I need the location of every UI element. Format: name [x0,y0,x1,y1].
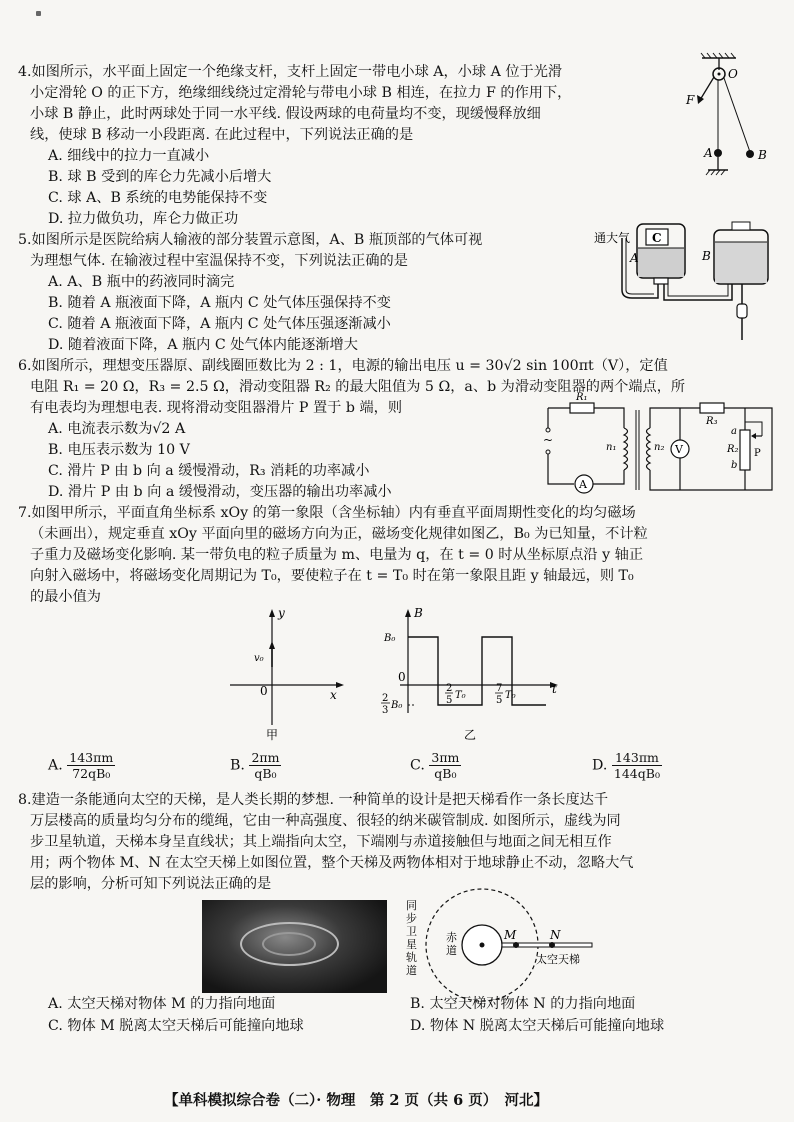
q4-label-f: F [686,93,695,107]
q7-yi-t1-tail: T₀ [455,690,466,701]
q7-option-d-den: 144qB₀ [613,766,660,781]
scan-mark [36,11,41,16]
q4-option-b: B. 球 B 受到的库仑力先减小后增大 [48,169,272,185]
q4-option-a: A. 细线中的拉力一直减小 [48,148,210,164]
q6-label-p: P [754,448,761,459]
q7-yi-t2-den: 5 [496,695,503,706]
q8-option-c: C. 物体 M 脱离太空天梯后可能撞向地球 [48,1018,304,1034]
q6-option-a: A. 电流表示数为√2 A [48,421,186,437]
q7-option-a-letter: A. [48,757,63,774]
q6-label-r2: R₂ [727,444,739,455]
q6-circuit-figure [540,392,780,500]
q7-yi-b: B [414,606,423,620]
q8-orbit-char-4: 星 [406,938,417,951]
q7-jia-y: y [278,606,285,620]
q6-option-c: C. 滑片 P 由 b 向 a 缓慢滑动，R₃ 消耗的功率减小 [48,463,370,479]
q5-option-b: B. 随着 A 瓶液面下降，A 瓶内 C 处气体压强保持不变 [48,295,391,311]
q7-option-c [410,750,461,781]
q7-yi-t2-num: 7 [496,683,503,694]
q8-orbit-char-5: 轨 [406,951,417,964]
q6-label-n1: n₁ [606,442,617,453]
q7-option-a-den: 72qB₀ [72,766,111,781]
q5-label-b: B [702,249,711,263]
q6-option-d: D. 滑片 P 由 b 向 a 缓慢滑动，变压器的输出功率减小 [48,484,392,500]
q4-option-c: C. 球 A、B 系统的电势能保持不变 [48,190,268,206]
q5-option-d: D. 随着液面下降，A 瓶内 C 处气体内能逐渐增大 [48,337,358,353]
q7-line-2: （未画出），规定垂直 xOy 平面向里的磁场方向为正，磁场变化规律如图乙，B₀ 为已知量，不计粒 [30,526,648,542]
q5-label-a: A [630,251,639,265]
q8-label-m: M [504,928,517,942]
q7-option-c-den: qB₀ [434,766,457,781]
q8-line-4: 用；两个物体 M、N 在太空天梯上如图位置，整个天梯及两物体相对于地球静止不动，忽略大气 [30,855,634,871]
q6-label-ammeter: A [579,478,587,491]
q7-jia-v0: v₀ [254,653,264,664]
q6-label-src: ~ [543,433,554,447]
q8-equator-char-1: 赤 [446,931,457,944]
q4-line-2: 小定滑轮 O 的正下方，绝缘细线绕过定滑轮与带电小球 B 相连，在拉力 F 的作用下， [30,85,572,101]
q4-line-3: 小球 B 静止，此时两球处于同一水平线. 假设两球的电荷量均不变，现缓慢释放细 [30,106,541,122]
q7-yi-t1-den: 5 [446,695,453,706]
q4-line-1: 4.如图所示，水平面上固定一个绝缘支杆，支杆上固定一带电小球 A，小球 A 位于光滑 [18,64,563,80]
q7-yi-t1-num: 2 [446,683,453,694]
q8-orbit-char-3: 卫 [406,925,417,938]
q8-orbit-char-1: 同 [406,899,417,912]
q6-line-2: 电阻 R₁ = 20 Ω，R₃ = 2.5 Ω，滑动变阻器 R₂ 的最大阻值为 5 Ω，a、b 为滑动变阻器的两个端点，所 [30,379,686,395]
q5-option-a: A. A、B 瓶中的药液同时滴完 [48,274,235,290]
q6-line-3: 有电表均为理想电表. 现将滑动变阻器滑片 P 置于 b 端，则 [30,400,403,416]
q8-label-n: N [550,928,561,942]
q5-label-c: C [652,231,662,245]
q8-orbit-figure [404,895,614,1005]
q7-jia-caption: 甲 [266,728,279,742]
q7-yi-caption: 乙 [464,728,477,742]
q8-label-ladder: 太空天梯 [536,953,580,966]
q6-label-n2: n₂ [654,442,665,453]
q7-yi-neg-num: 2 [382,693,389,704]
q5-label-air: 通大气 [594,231,631,245]
q7-line-3: 子重力及磁场变化影响. 某一带负电的粒子质量为 m、电量为 q，在 t = 0 时从坐标原点沿 y 轴正 [30,547,644,563]
q4-pulley-figure [680,52,780,182]
q8-option-d: D. 物体 N 脱离太空天梯后可能撞向地球 [410,1018,665,1034]
q7-option-b-letter: B. [230,757,245,774]
q5-infusion-figure [592,220,792,350]
q4-option-d: D. 拉力做负功，库仑力做正功 [48,211,239,227]
q7-option-a-num: 143πm [69,750,114,765]
q7-yi-b0: B₀ [384,633,396,644]
q8-option-b: B. 太空天梯对物体 N 的力指向地面 [410,996,636,1012]
q7-yi-t2-tail: T₀ [505,690,516,701]
q7-jia-origin: 0 [260,684,268,698]
q5-line-1: 5.如图所示是医院给病人输液的部分装置示意图，A、B 瓶顶部的气体可视 [18,232,483,248]
q8-orbit-char-6: 道 [406,964,417,977]
q7-option-b [230,750,281,781]
q8-line-3: 步卫星轨道，天梯本身呈直线状；其上端指向太空，下端刚与赤道接触但与地面之间无相互作 [30,834,612,850]
q4-label-a: A [704,146,713,160]
q4-label-o: O [728,67,738,81]
q6-label-r3: R₃ [706,416,718,427]
q7-option-a [48,750,115,781]
q7-yi-neg-tail: B₀ [391,700,403,711]
q8-orbit-char-2: 步 [406,912,417,925]
q4-label-b: B [758,148,767,162]
q5-line-2: 为理想气体. 在输液过程中室温保持不变，下列说法正确的是 [30,253,408,269]
q6-line-1: 6.如图所示，理想变压器原、副线圈匝数比为 2 : 1，电源的输出电压 u = 30√2 sin 100πt（V），定值 [18,358,668,374]
q6-label-a: a [731,426,737,437]
q7-yi-origin: 0 [398,670,406,684]
q8-line-1: 8.建造一条能通向太空的天梯，是人类长期的梦想. 一种简单的设计是把天梯看作一条长度达千 [18,792,609,808]
q7-jia-x: x [330,688,337,702]
q7-option-b-num: 2πm [251,750,280,765]
q4-line-4: 线，使球 B 移动一小段距离. 在此过程中，下列说法正确的是 [30,127,414,143]
q6-label-b: b [731,460,738,471]
q7-figure-jia [222,605,352,745]
q7-line-5: 的最小值为 [30,589,101,605]
photo-ring-inner [262,932,316,956]
q6-label-voltmeter: V [675,443,683,456]
q5-option-c: C. 随着 A 瓶液面下降，A 瓶内 C 处气体压强逐渐减小 [48,316,391,332]
q6-label-r1: R₁ [576,392,588,403]
q7-option-c-num: 3πm [431,750,460,765]
q6-option-b: B. 电压表示数为 10 V [48,442,190,458]
q7-option-c-letter: C. [410,757,425,774]
q7-option-d [592,750,662,781]
q7-option-b-den: qB₀ [254,766,277,781]
space-elevator-photo [202,900,387,993]
page-footer: 【单科模拟综合卷（二）· 物理 第 2 页（共 6 页） 河北】 [164,1092,548,1109]
q7-line-1: 7.如图甲所示，平面直角坐标系 xOy 的第一象限（含坐标轴）内有垂直平面周期性变化的均匀磁场 [18,505,636,521]
q7-yi-t: t [552,682,557,696]
q7-option-d-letter: D. [592,757,608,774]
q7-line-4: 向射入磁场中，将磁场变化周期记为 T₀，要使粒子在 t = T₀ 时在第一象限且距 y 轴最远，则 T₀ [30,568,634,584]
q7-option-d-num: 143πm [612,750,662,766]
q7-figure-yi [378,605,568,745]
q8-equator-char-2: 道 [446,944,457,957]
q7-yi-neg-den: 3 [382,705,389,716]
q8-option-a: A. 太空天梯对物体 M 的力指向地面 [48,996,276,1012]
q8-line-2: 万层楼高的质量均匀分布的缆绳，它由一种高强度、很轻的纳米碳管制成. 如图所示，虚线为同 [30,813,621,829]
q8-line-5: 层的影响，分析可知下列说法正确的是 [30,876,272,892]
